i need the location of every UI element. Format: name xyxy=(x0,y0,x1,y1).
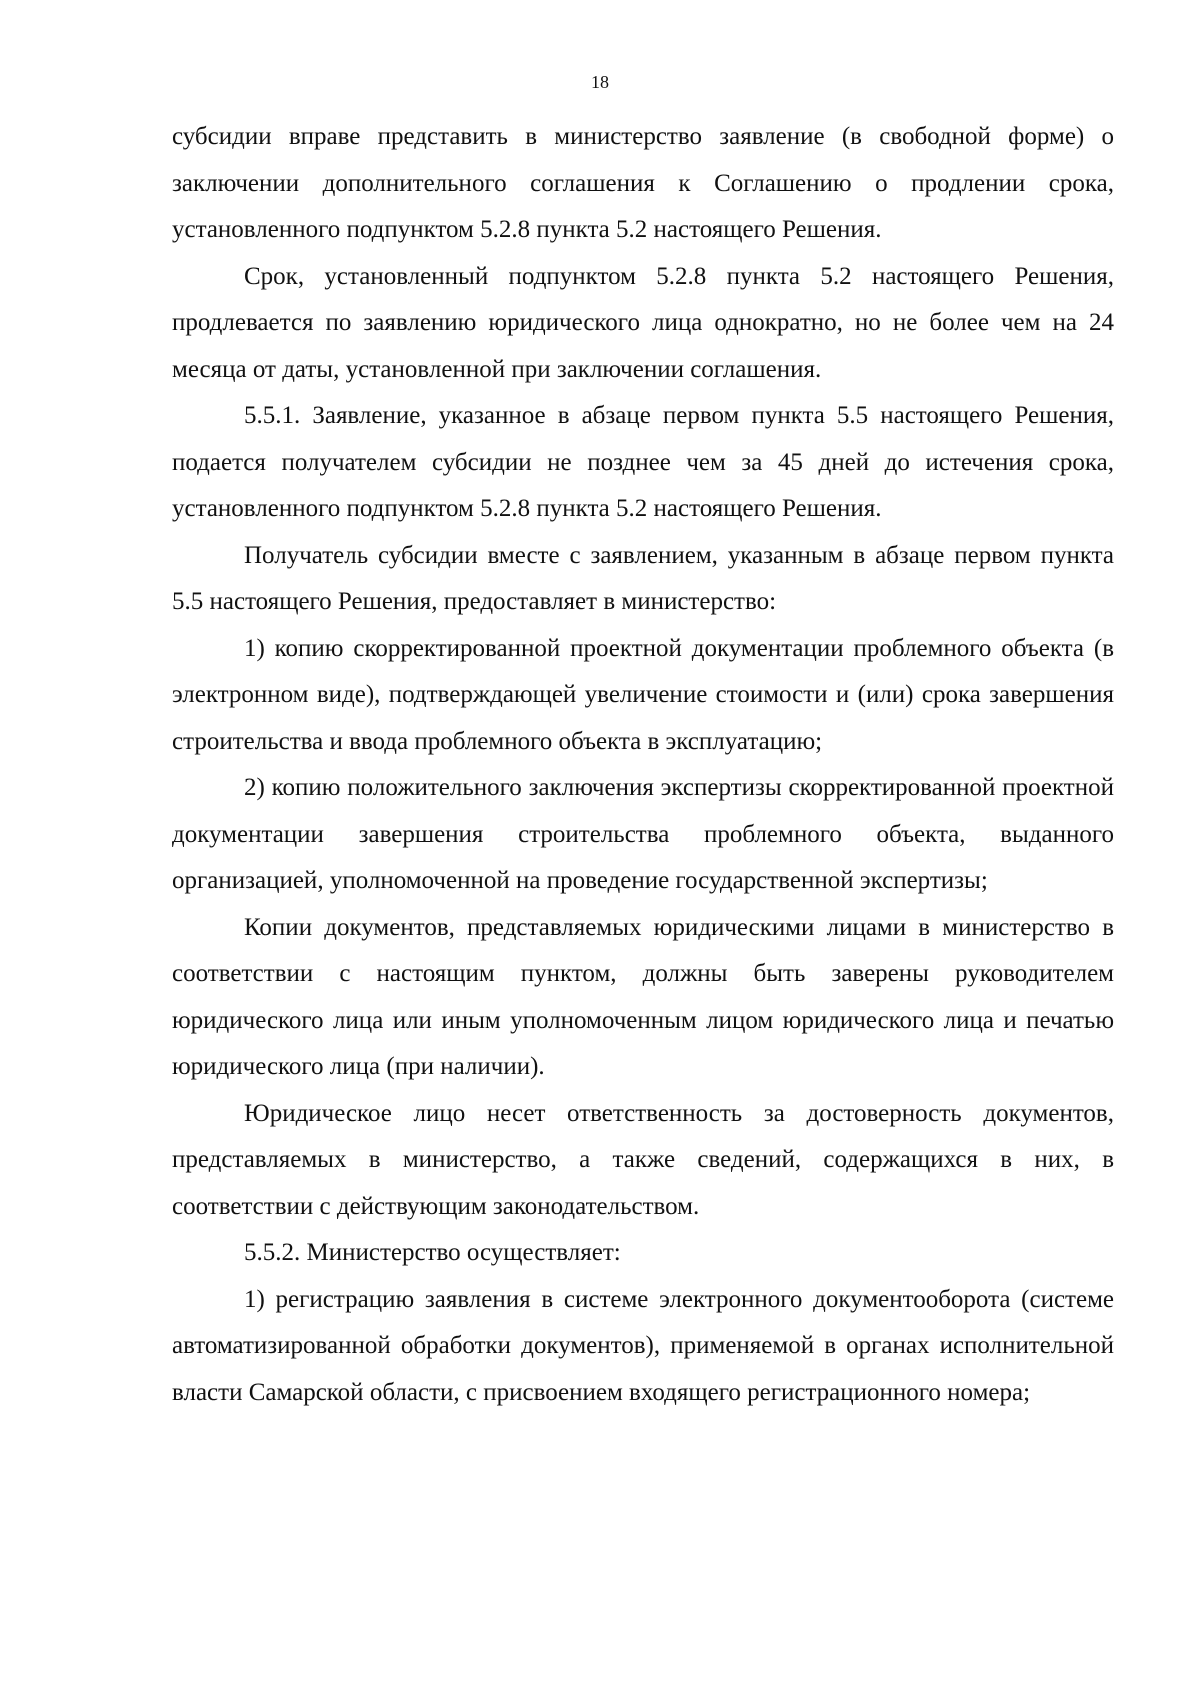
document-body xyxy=(172,114,1114,1416)
paragraph: Юридическое лицо несет ответственность за достоверность документов, представляемых в министерство, а также сведений, содержащихся в них, в соответствии с действующим законодательством. xyxy=(172,1099,1114,1220)
paragraph: 2) копию положительного заключения экспертизы скорректированной проектной документации завершения строительства проблемного объекта, выданного организацией, уполномоченной на проведение государственной экспертизы; xyxy=(172,774,1114,894)
page-number: 18 xyxy=(591,72,609,92)
paragraph: 1) регистрацию заявления в системе электронного документооборота (системе автоматизированной обработки документов), применяемой в органах исполнительной власти Самарской области, с присвоением входящего регистрационного номера; xyxy=(172,1285,1114,1406)
paragraph: Копии документов, представляемых юридическими лицами в министерство в соответствии с настоящим пунктом, должны быть заверены руководителем юридического лица или иным уполномоченным лицом юридического лица и печатью юридического лица (при наличии). xyxy=(172,913,1114,1080)
paragraph: 5.5.2. Министерство осуществляет: xyxy=(244,1239,621,1266)
paragraph: 5.5.1. Заявление, указанное в абзаце первом пункта 5.5 настоящего Решения, подается получателем субсидии не позднее чем за 45 дней до истечения срока, установленного подпунктом 5.2.8 пункта 5.2 настоящего Решения. xyxy=(172,402,1114,522)
paragraph: Срок, установленный подпунктом 5.2.8 пункта 5.2 настоящего Решения, продлевается по заявлению юридического лица однократно, но не более чем на 24 месяца от даты, установленной при заключении соглашения. xyxy=(172,262,1114,383)
paragraph: субсидии вправе представить в министерство заявление (в свободной форме) о заключении дополнительного соглашения к Соглашению о продлении срока, установленного подпунктом 5.2.8 пункта 5.2 настоящего Решения. xyxy=(172,123,1114,243)
paragraph: Получатель субсидии вместе с заявлением, указанным в абзаце первом пункта 5.5 настоящего Решения, предоставляет в министерство: xyxy=(172,541,1114,615)
paragraph: 1) копию скорректированной проектной документации проблемного объекта (в электронном виде), подтверждающей увеличение стоимости и (или) срока завершения строительства и ввода проблемного объекта в эксплуатацию; xyxy=(172,634,1114,755)
